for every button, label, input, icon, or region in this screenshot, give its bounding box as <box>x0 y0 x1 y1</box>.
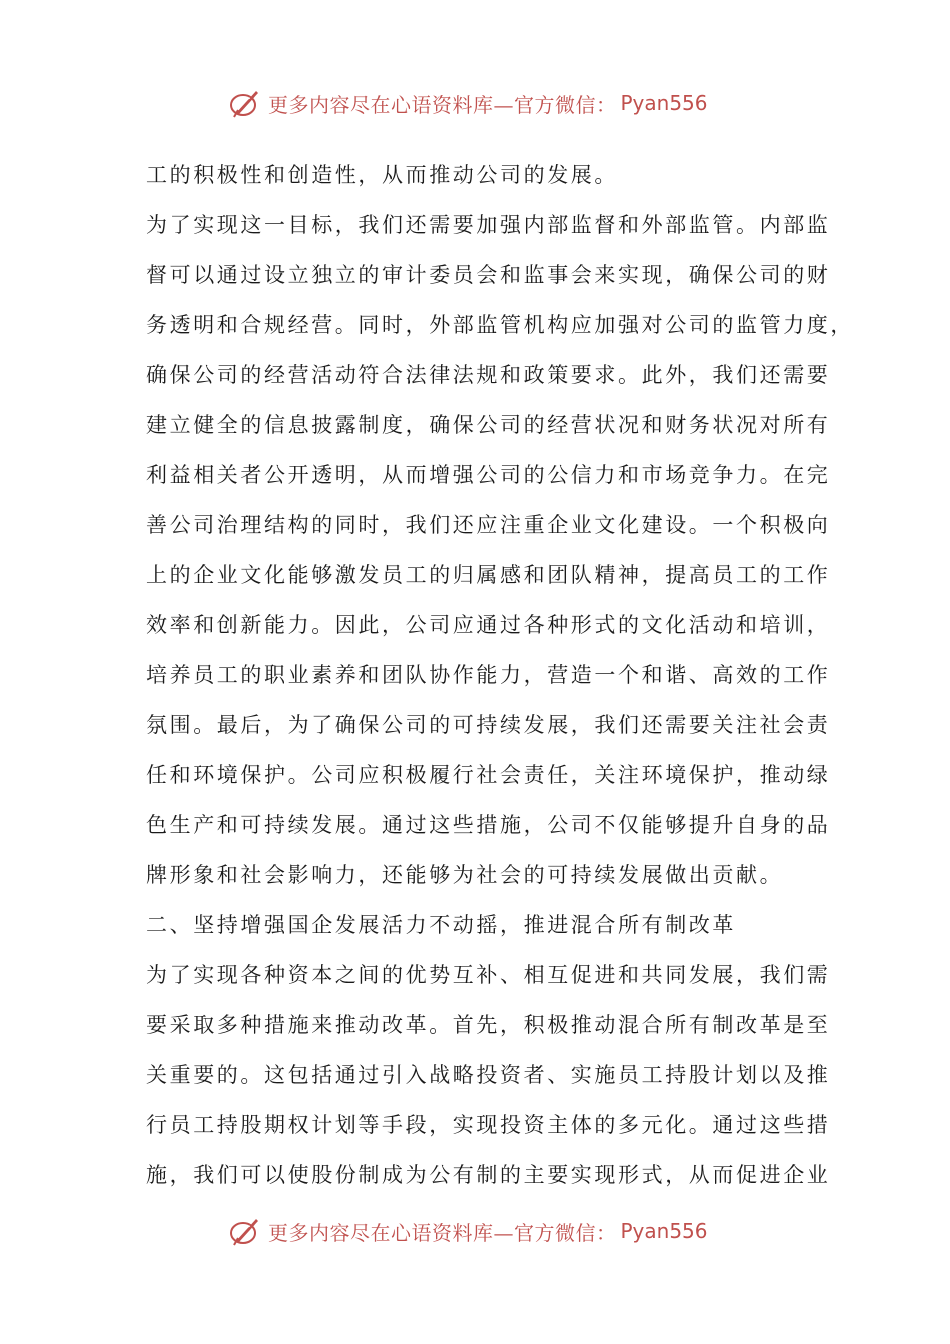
text-line: 施，我们可以使股份制成为公有制的主要实现形式，从而促进企业 <box>146 1163 831 1187</box>
header-wechat-id: Pyan556 <box>620 91 708 115</box>
text-line: 建立健全的信息披露制度，确保公司的经营状况和财务状况对所有 <box>146 413 831 437</box>
footer-wechat-id: Pyan556 <box>620 1219 708 1243</box>
header-banner <box>228 83 748 123</box>
quill-pen-logo-icon <box>228 86 262 120</box>
text-line: 利益相关者公开透明，从而增强公司的公信力和市场竞争力。在完 <box>146 463 831 487</box>
footer-banner <box>228 1211 748 1251</box>
text-line: 为了实现各种资本之间的优势互补、相互促进和共同发展，我们需 <box>146 963 831 987</box>
text-line: 务透明和合规经营。同时，外部监管机构应加强对公司的监管力度， <box>146 313 854 337</box>
document-body <box>146 150 854 1200</box>
text-line: 要采取多种措施来推动改革。首先，积极推动混合所有制改革是至 <box>146 1013 831 1037</box>
quill-pen-logo-icon <box>228 1214 262 1248</box>
text-line: 行员工持股期权计划等手段，实现投资主体的多元化。通过这些措 <box>146 1113 831 1137</box>
header-banner-text: 更多内容尽在心语资料库—官方微信： <box>268 92 617 117</box>
text-line: 牌形象和社会影响力，还能够为社会的可持续发展做出贡献。 <box>146 863 784 887</box>
text-line: 色生产和可持续发展。通过这些措施，公司不仅能够提升自身的品 <box>146 813 831 837</box>
section-heading: 二、坚持增强国企发展活力不动摇，推进混合所有制改革 <box>146 913 736 937</box>
text-line: 关重要的。这包括通过引入战略投资者、实施员工持股计划以及推 <box>146 1063 831 1087</box>
text-line: 督可以通过设立独立的审计委员会和监事会来实现，确保公司的财 <box>146 263 831 287</box>
text-line: 工的积极性和创造性，从而推动公司的发展。 <box>146 163 618 187</box>
text-line: 氛围。最后，为了确保公司的可持续发展，我们还需要关注社会责 <box>146 713 831 737</box>
text-line: 培养员工的职业素养和团队协作能力，营造一个和谐、高效的工作 <box>146 663 831 687</box>
text-line: 上的企业文化能够激发员工的归属感和团队精神，提高员工的工作 <box>146 563 831 587</box>
text-line: 为了实现这一目标，我们还需要加强内部监督和外部监管。内部监 <box>146 213 831 237</box>
text-line: 善公司治理结构的同时，我们还应注重企业文化建设。一个积极向 <box>146 513 831 537</box>
footer-banner-text: 更多内容尽在心语资料库—官方微信： <box>268 1220 617 1245</box>
text-line: 任和环境保护。公司应积极履行社会责任，关注环境保护，推动绿 <box>146 763 831 787</box>
text-line: 效率和创新能力。因此，公司应通过各种形式的文化活动和培训， <box>146 613 831 637</box>
text-line: 确保公司的经营活动符合法律法规和政策要求。此外，我们还需要 <box>146 363 831 387</box>
